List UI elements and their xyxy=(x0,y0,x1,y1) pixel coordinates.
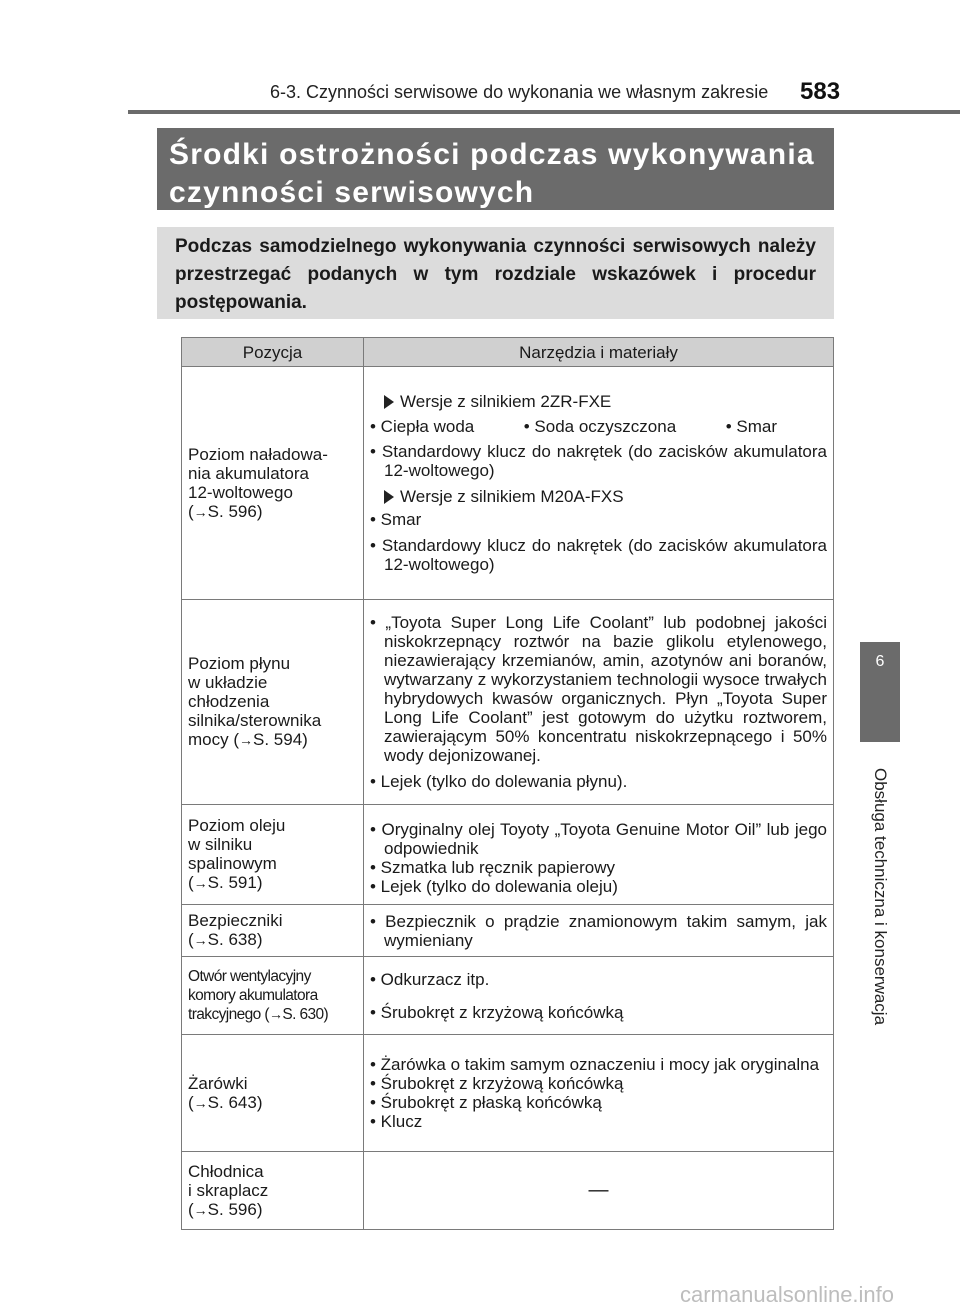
position-cell xyxy=(182,600,364,805)
table-row xyxy=(182,905,834,957)
list-item: • Standardowy klucz do nakrętek (do zacisków akumulatora 12-woltowego) xyxy=(370,536,827,574)
list-item: • Oryginalny olej Toyoty „Toyota Genuine Motor Oil” lub jego odpowiednik xyxy=(370,819,827,858)
position-line: Poziom oleju xyxy=(188,816,286,835)
intro-note: Podczas samodzielnego wykonywania czynności serwisowych należy przestrzegać podanych w tym rozdziale wskazówek i procedur postępowania. xyxy=(157,227,834,319)
position-cell xyxy=(182,905,364,957)
list-item: • Lejek (tylko do dolewania płynu). xyxy=(370,772,628,791)
list-item: • Szmatka lub ręcznik papierowy xyxy=(370,857,615,877)
position-line: (→S. 591) xyxy=(188,873,263,892)
empty-dash: — xyxy=(588,1179,609,1201)
position-line: (→S. 596) xyxy=(188,501,263,521)
list-item: • Standardowy klucz do nakrętek (do zacisków akumulatora 12-woltowego) xyxy=(370,442,827,480)
column-header-tools: Narzędzia i materiały xyxy=(364,338,834,367)
position-line: Poziom naładowa- xyxy=(188,444,328,464)
chapter-tab-number: 6 xyxy=(860,642,900,742)
list-item: • Lejek (tylko do dolewania oleju) xyxy=(370,876,618,896)
position-line: trakcyjnego (→S. 630) xyxy=(188,1006,329,1023)
watermark: carmanualsonline.info xyxy=(680,1282,895,1307)
position-line: nia akumulatora xyxy=(188,463,309,483)
version-heading: Wersje z silnikiem M20A-FXS xyxy=(384,487,827,506)
position-line: w układzie xyxy=(188,673,268,692)
list-item: • Smar xyxy=(370,510,422,529)
list-item: • Żarówka o takim samym oznaczeniu i mocy jak oryginalna xyxy=(370,1055,820,1074)
chapter-tab-label xyxy=(860,742,900,1052)
list-item: • Smar xyxy=(725,417,777,436)
position-line: (→S. 596) xyxy=(188,1199,263,1219)
position-line: chłodzenia xyxy=(188,692,270,711)
position-line: silnika/sterownika xyxy=(188,711,322,730)
tools-cell xyxy=(364,805,834,905)
tools-table xyxy=(181,337,834,1230)
column-header-position: Pozycja xyxy=(182,338,364,367)
tools-cell xyxy=(364,1035,834,1152)
table-row xyxy=(182,1152,834,1230)
position-line: mocy (→S. 594) xyxy=(188,730,308,749)
arrow-right-icon: → xyxy=(193,1094,208,1111)
position-cell xyxy=(182,1152,364,1230)
position-cell xyxy=(182,367,364,600)
table-row xyxy=(182,1035,834,1152)
position-line: Bezpieczniki xyxy=(188,911,283,930)
version-heading: Wersje z silnikiem 2ZR-FXE xyxy=(384,392,827,411)
position-line: Otwór wentylacyjny xyxy=(188,968,311,985)
list-item: • „Toyota Super Long Life Coolant” lub podobnej jakości niskokrzepnący roztwór na bazie glikolu etylenowego, niezawierający krzemianów, amin, azotynów ani boranów, wytwarzany z wykorzystaniem technologii wysoce trwałych hybrydowych kwasów organicznych. Płyn „Toyota Super Long Life Coolant” jest gotowym do użytku roztworem, zawierającym 50% koncentratu niskokrzepnącego i 50% wody dejonizowanej. xyxy=(370,613,827,765)
arrow-right-icon: → xyxy=(193,932,208,948)
tools-cell xyxy=(364,957,834,1035)
list-item: • Klucz xyxy=(370,1112,423,1131)
position-line: Żarówki xyxy=(188,1073,248,1093)
position-line: 12-woltowego xyxy=(188,482,293,502)
section-title: 6-3. Czynności serwisowe do wykonania we własnym zakresie xyxy=(270,82,769,102)
list-item: • Ciepła woda xyxy=(370,417,475,436)
list-item: • Odkurzacz itp. xyxy=(370,969,490,989)
position-line: w silniku xyxy=(188,835,253,854)
triangle-bullet-icon xyxy=(384,395,394,409)
position-line: spalinowym xyxy=(188,854,277,873)
tools-line xyxy=(370,417,827,436)
page-number: 583 xyxy=(800,78,841,105)
position-cell xyxy=(182,957,364,1035)
list-item: • Śrubokręt z krzyżową końcówką xyxy=(370,1002,624,1022)
tools-cell xyxy=(364,600,834,805)
triangle-bullet-icon xyxy=(384,490,394,504)
page-title-line-1: Środki ostrożności podczas wykonywania xyxy=(169,138,815,171)
tools-cell xyxy=(364,905,834,957)
list-item: • Soda oczyszczona xyxy=(523,417,677,436)
arrow-right-icon: → xyxy=(193,503,208,520)
table-row xyxy=(182,957,834,1035)
table-row xyxy=(182,600,834,805)
table-row xyxy=(182,805,834,905)
chapter-tab-label-text: Obsługa techniczna i konserwacja xyxy=(871,768,890,1026)
position-line: (→S. 643) xyxy=(188,1092,263,1112)
page-title-line-2: czynności serwisowych xyxy=(169,176,535,209)
position-line: i skraplacz xyxy=(188,1180,269,1200)
position-line: Poziom płynu xyxy=(188,654,291,673)
page-title xyxy=(157,128,834,210)
list-item: • Bezpiecznik o prądzie znamionowym takim samym, jak wymieniany xyxy=(370,911,827,950)
tools-cell xyxy=(364,367,834,600)
list-item: • Śrubokręt z płaską końcówką xyxy=(370,1093,602,1112)
tools-cell xyxy=(364,1152,834,1230)
table-row xyxy=(182,367,834,600)
arrow-right-icon: → xyxy=(268,1006,283,1022)
position-line: (→S. 638) xyxy=(188,930,263,949)
position-cell xyxy=(182,805,364,905)
position-line: komory akumulatora xyxy=(188,987,318,1004)
arrow-right-icon: → xyxy=(239,732,253,748)
header-rule xyxy=(128,110,960,114)
table-header-row xyxy=(182,338,834,367)
arrow-right-icon: → xyxy=(193,875,208,891)
list-item: • Śrubokręt z krzyżową końcówką xyxy=(370,1074,624,1093)
position-line: Chłodnica xyxy=(188,1161,264,1181)
arrow-right-icon: → xyxy=(193,1201,208,1218)
position-cell xyxy=(182,1035,364,1152)
